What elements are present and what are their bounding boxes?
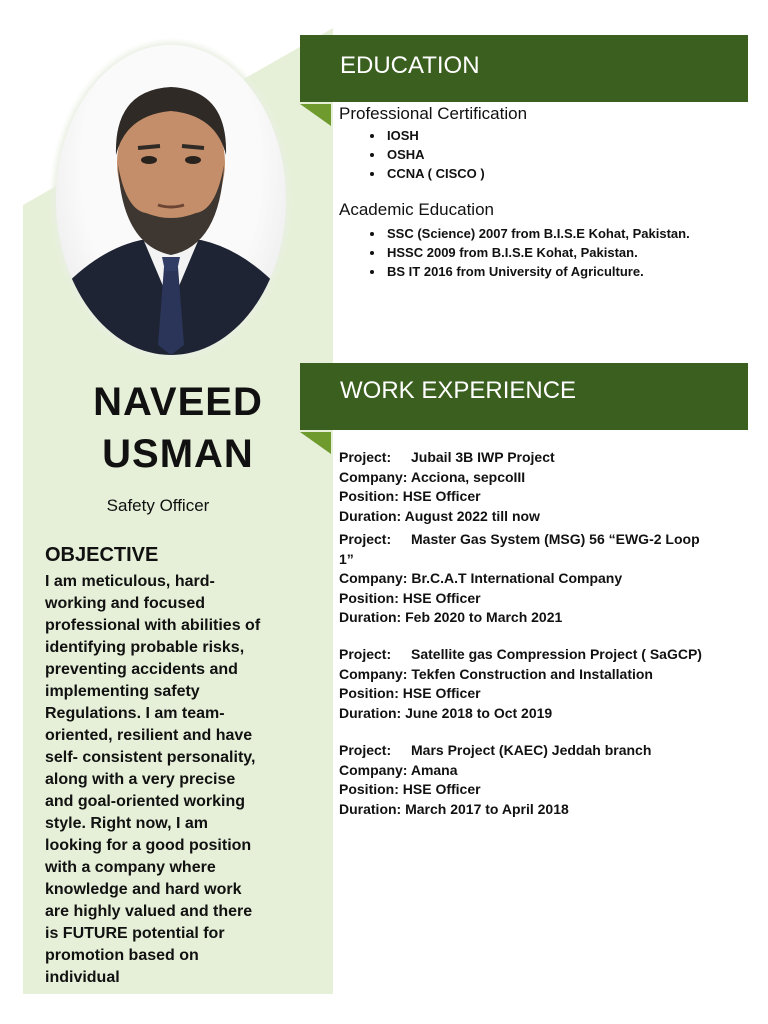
duration-label: Duration:: [339, 609, 402, 625]
work-experience-heading: WORK EXPERIENCE: [340, 377, 577, 404]
duration-label: Duration:: [339, 800, 402, 817]
project-label: Project:: [339, 531, 392, 547]
position-label: Position:: [339, 781, 399, 797]
position-value: HSE Officer: [402, 781, 481, 797]
company-label: Company:: [339, 570, 408, 586]
job-title: Safety Officer: [106, 496, 210, 515]
work-banner-accent: [300, 432, 331, 454]
project-label: Project:: [339, 646, 392, 662]
job-entry: [339, 645, 739, 723]
certification-list: [357, 126, 485, 183]
company-value: Br.C.A.T International Company: [411, 570, 623, 586]
duration-value: June 2018 to Oct 2019: [405, 704, 553, 721]
duration-value: August 2022 till now: [404, 507, 540, 524]
profile-photo: [56, 45, 286, 355]
academic-list: [357, 224, 690, 281]
duration-value: March 2017 to April 2018: [405, 800, 569, 817]
project-label: Project:: [339, 449, 392, 465]
duration-value: Feb 2020 to March 2021: [405, 609, 563, 625]
company-label: Company:: [339, 468, 408, 485]
project-label: Project:: [339, 742, 392, 758]
duration-label: Duration:: [339, 507, 402, 524]
last-name: USMAN: [102, 432, 254, 476]
list-item: • HSSC 2009 from B.I.S.E Kohat, Pakistan.: [385, 243, 690, 262]
project-value: Mars Project (KAEC) Jeddah branch: [411, 742, 652, 758]
first-name: NAVEED: [93, 380, 263, 424]
job-entry: [339, 530, 739, 628]
company-value: Amana: [410, 761, 458, 778]
company-value: Tekfen Construction and Installation: [411, 665, 653, 682]
objective-heading: OBJECTIVE: [45, 544, 159, 566]
position-value: HSE Officer: [402, 488, 481, 504]
company-label: Company:: [339, 665, 408, 682]
professional-certification-heading: Professional Certification: [339, 104, 528, 123]
education-heading: EDUCATION: [340, 52, 480, 79]
objective-text: I am meticulous, hard-working and focused professional with abilities of identifying probable risks, preventing accidents and implementing safety Regulations. I am team-oriented, resilient and have self- consistent personality, along with a very precise and goal-oriented working style. Right now, I am looking for a good position with a company where knowledge and hard work are highly valued and there is FUTURE potential for promotion based on individual: [45, 573, 261, 986]
duration-label: Duration:: [339, 704, 402, 721]
list-item: • IOSH: [385, 126, 485, 145]
project-value-continued: 1”: [339, 550, 354, 567]
portrait-illustration: [56, 45, 286, 355]
list-item: • SSC (Science) 2007 from B.I.S.E Kohat, Pakistan.: [385, 224, 690, 243]
position-label: Position:: [339, 589, 399, 606]
project-value: Master Gas System (MSG) 56 “EWG-2 Loop: [411, 531, 700, 547]
project-value: Jubail 3B IWP Project: [411, 449, 555, 465]
list-item: • BS IT 2016 from University of Agriculture.: [385, 262, 690, 281]
position-value: HSE Officer: [402, 685, 481, 701]
list-item: • OSHA: [385, 145, 485, 164]
company-label: Company:: [339, 761, 408, 778]
work-experience-banner: [300, 363, 748, 430]
job-entry: [339, 448, 739, 526]
company-value: Acciona, sepcoIII: [410, 468, 526, 485]
list-item: • CCNA ( CISCO ): [385, 164, 485, 183]
position-label: Position:: [339, 488, 399, 504]
position-label: Position:: [339, 685, 399, 701]
academic-education-heading: Academic Education: [339, 200, 494, 219]
position-value: HSE Officer: [402, 589, 481, 606]
job-entry: [339, 741, 739, 819]
education-banner-accent: [300, 104, 331, 126]
education-banner: [300, 35, 748, 102]
project-value: Satellite gas Compression Project ( SaGCP): [411, 646, 702, 662]
